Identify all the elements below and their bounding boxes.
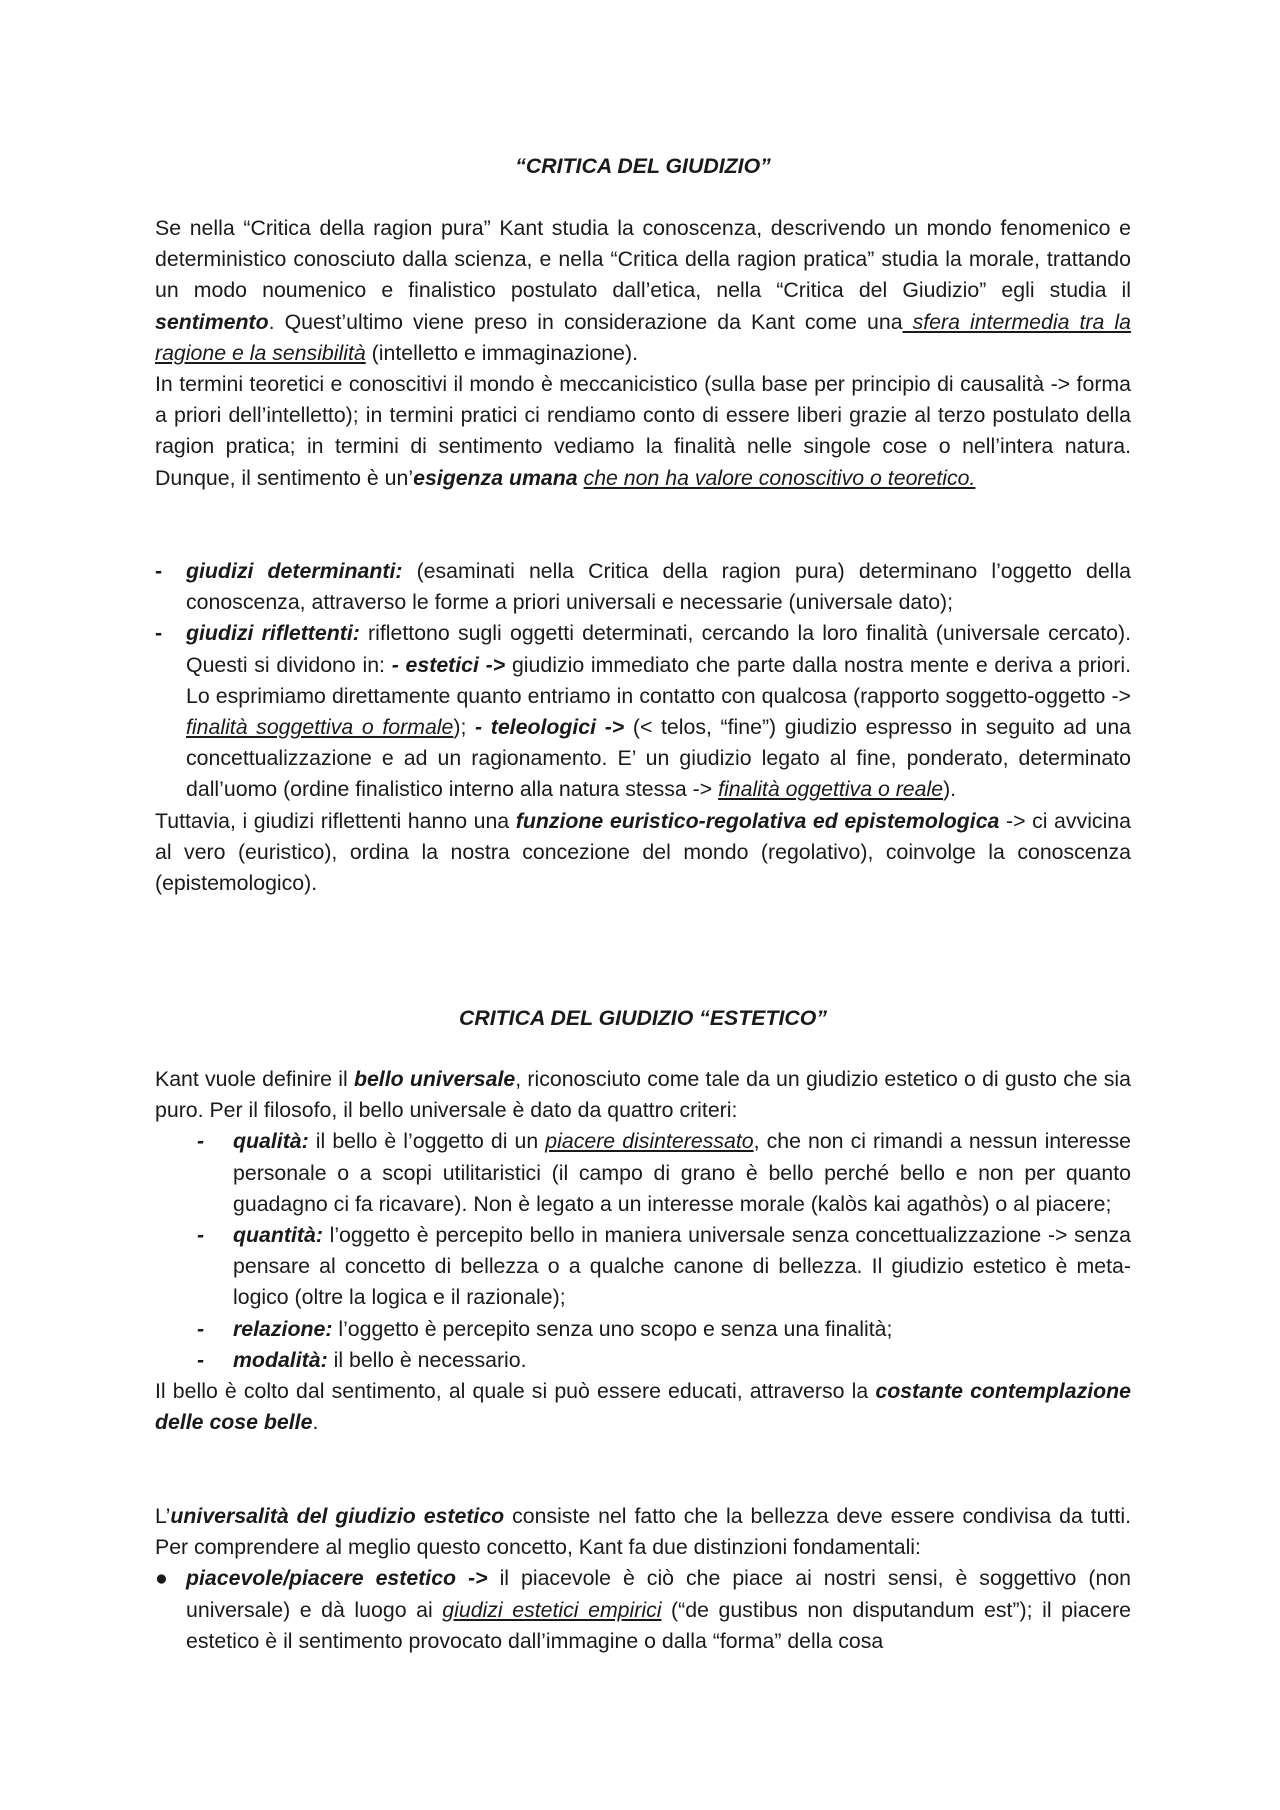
underlined-valore: che non ha valore conoscitivo o teoretico.: [583, 465, 976, 490]
criterion-qualita: - qualità: il bello è l’oggetto di un piacere disinteressato, che non ci rimandi a nessun interesse personale o a scopi utilitaristici (il campo di grano è bello perché bello e non per quanto guadagno ci fa ricavare). Non è legato a un interesse morale (kalòs kai agathòs) o al piacere;: [155, 1126, 1131, 1220]
underlined-sfera: sfera intermedia tra la ragione e la sensibilità: [155, 309, 1131, 365]
dash-marker: -: [197, 1129, 205, 1154]
estetico-intro: Kant vuole definire il bello universale, riconosciuto come tale da un giudizio estetico o di gusto che sia puro. Per il filosofo, il bello universale è dato da quattro criteri:: [155, 1067, 1132, 1123]
main-title: “CRITICA DEL GIUDIZIO”: [515, 154, 771, 178]
tuttavia-paragraph: Tuttavia, i giudizi riflettenti hanno una funzione euristico-regolativa ed epistemologica -> ci avvicina al vero (euristico), ordina la nostra concezione del mondo (regolativo), coinvolge la conoscenza (epistemologico).: [155, 808, 1131, 896]
list-item-riflettenti: - giudizi riflettenti: riflettono sugli oggetti determinati, cercando la loro finalità (universale cercato). Questi si dividono in: - estetici -> giudizio immediato che parte dalla nostra mente e deriva a priori. Lo esprimiamo direttamente quanto entriamo in contatto con qualcosa (rapporto soggetto-oggetto -> finalità soggettiva o formale); - teleologici -> (< telos, “fine”) giudizio espresso in seguito ad una concettualizzazione e ad un ragionamento. E’ un giudizio legato al fine, ponderato, determinato dall’uomo (ordine finalistico interno alla natura stessa -> finalità oggettiva o reale).: [155, 618, 1131, 805]
keyword-esigenza-umana: esigenza umana: [413, 465, 578, 490]
universalita-section: [155, 1501, 1131, 1657]
keyword-sentimento: sentimento: [155, 309, 269, 334]
dash-marker: -: [197, 1316, 205, 1341]
section-title-estetico: CRITICA DEL GIUDIZIO “ESTETICO”: [459, 1006, 827, 1030]
bullet-marker: ●: [155, 1566, 168, 1591]
criterion-relazione: - relazione: l’oggetto è percepito senza uno scopo e senza una finalità;: [155, 1314, 1131, 1345]
criterion-quantita: - quantità: l’oggetto è percepito bello in maniera universale senza concettualizzazione -> senza pensare al concetto di bellezza o a qualche canone di bellezza. Il giudizio estetico è meta-logico (oltre la logica e il razionale);: [155, 1220, 1131, 1314]
dash-marker: -: [155, 559, 163, 583]
bullet-item-piacevole: ● piacevole/piacere estetico -> il piacevole è ciò che piace ai nostri sensi, è soggettivo (non universale) e dà luogo ai giudizi estetici empirici (“de gustibus non disputandum est”); il piacere estetico è il sentimento provocato dall’immagine o dalla “forma” della cosa: [155, 1563, 1131, 1657]
estetico-section: [155, 1064, 1131, 1438]
dash-marker: -: [197, 1223, 205, 1248]
intro-section: [155, 213, 1131, 494]
universalita-paragraph: L’universalità del giudizio estetico consiste nel fatto che la bellezza deve essere condivisa da tutti. Per comprendere al meglio questo concetto, Kant fa due distinzioni fondamentali:: [155, 1504, 1131, 1560]
list-item-determinanti: - giudizi determinanti: (esaminati nella Critica della ragion pura) determinano l’oggetto della conoscenza, attraverso le forme a priori universali e necessarie (universale dato);: [155, 556, 1131, 618]
intro-paragraph: Se nella “Critica della ragion pura” Kant studia la conoscenza, descrivendo un mondo fenomenico e deterministico conosciuto dalla scienza, e nella “Critica della ragion pratica” studia la morale, trattando un modo noumenico e finalistico postulato dall’etica, nella “Critica del Giudizio” egli studia il sentimento. Quest’ultimo viene preso in considerazione da Kant come una sfera intermedia tra la ragione e la sensibilità (intelletto e immaginazione).: [155, 216, 1131, 365]
dash-marker: -: [197, 1347, 205, 1372]
intro-paragraph-2: In termini teoretici e conoscitivi il mondo è meccanicistico (sulla base per principio di causalità -> forma a priori dell’intelletto); in termini pratici ci rendiamo conto di essere liberi grazie al terzo postulato della ragion pratica; in termini di sentimento vediamo la finalità nelle singole cose o nell’intera natura. Dunque, il sentimento è un’esigenza umana che non ha valore conoscitivo o teoretico.: [155, 372, 1131, 490]
giudizi-section: [155, 556, 1131, 899]
criterion-modalita: - modalità: il bello è necessario.: [155, 1345, 1131, 1376]
dash-marker: -: [155, 621, 163, 646]
bello-colto-paragraph: Il bello è colto dal sentimento, al quale si può essere educati, attraverso la costante contemplazione delle cose belle.: [155, 1379, 1131, 1435]
